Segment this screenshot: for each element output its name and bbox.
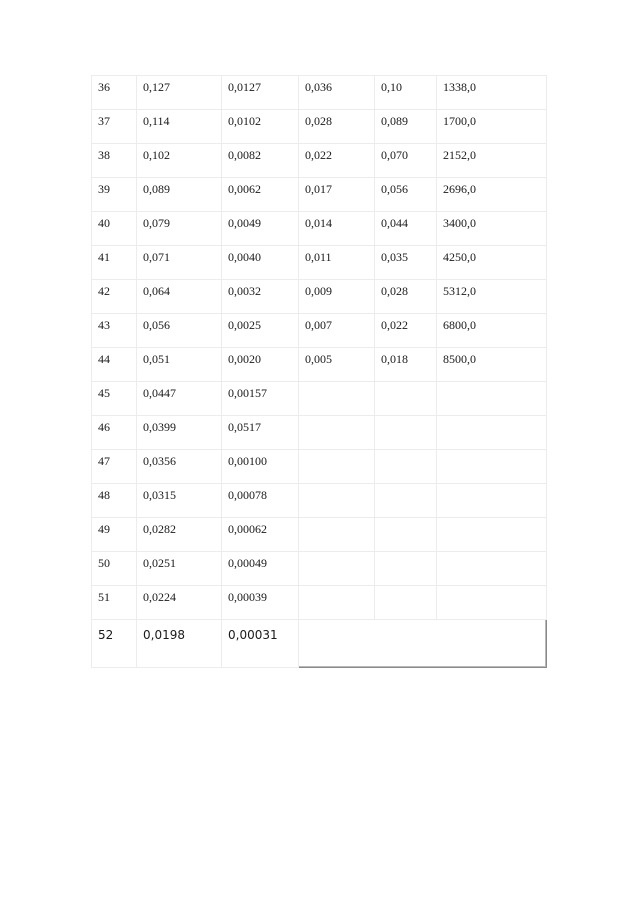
table-cell: 0,0049	[222, 212, 299, 246]
table-cell: 0,00062	[222, 518, 299, 552]
table-cell: 2152,0	[437, 144, 547, 178]
table-cell: 0,127	[137, 76, 222, 110]
table-cell	[375, 416, 437, 450]
table-cell: 0,009	[299, 280, 375, 314]
table-cell: 0,056	[375, 178, 437, 212]
table-cell: 0,014	[299, 212, 375, 246]
table-cell: 4250,0	[437, 246, 547, 280]
table-cell: 1338,0	[437, 76, 547, 110]
table-cell: 0,005	[299, 348, 375, 382]
table-cell	[299, 450, 375, 484]
table-cell: 0,0251	[137, 552, 222, 586]
table-cell: 0,022	[299, 144, 375, 178]
table-row	[92, 314, 547, 348]
table-cell: 0,0040	[222, 246, 299, 280]
table-cell: 0,011	[299, 246, 375, 280]
table-row	[92, 76, 547, 110]
table-body	[92, 76, 547, 668]
table-cell: 0,0224	[137, 586, 222, 620]
table-cell: 52	[92, 620, 137, 668]
table-cell: 0,064	[137, 280, 222, 314]
table-cell	[375, 382, 437, 416]
table-cell	[299, 552, 375, 586]
table-row	[92, 518, 547, 552]
table-cell: 0,035	[375, 246, 437, 280]
table-cell: 50	[92, 552, 137, 586]
table-cell: 0,089	[137, 178, 222, 212]
table-row	[92, 586, 547, 620]
table-row	[92, 382, 547, 416]
table-cell: 39	[92, 178, 137, 212]
table-cell	[437, 416, 547, 450]
table-cell	[437, 552, 547, 586]
table-cell	[299, 586, 375, 620]
table-cell	[437, 382, 547, 416]
table-cell	[437, 586, 547, 620]
table-cell: 6800,0	[437, 314, 547, 348]
table-cell: 0,056	[137, 314, 222, 348]
table-cell: 45	[92, 382, 137, 416]
table-cell: 0,00100	[222, 450, 299, 484]
table-cell: 0,028	[375, 280, 437, 314]
table-cell: 49	[92, 518, 137, 552]
table-cell: 0,018	[375, 348, 437, 382]
table-cell: 0,00039	[222, 586, 299, 620]
table-cell: 47	[92, 450, 137, 484]
table-cell: 0,0282	[137, 518, 222, 552]
table-cell	[375, 484, 437, 518]
table-cell	[299, 416, 375, 450]
table-cell: 51	[92, 586, 137, 620]
table-cell	[299, 518, 375, 552]
table-cell: 1700,0	[437, 110, 547, 144]
table-cell: 0,114	[137, 110, 222, 144]
table-cell: 2696,0	[437, 178, 547, 212]
table-cell: 0,036	[299, 76, 375, 110]
table-cell	[437, 450, 547, 484]
table-cell: 0,0127	[222, 76, 299, 110]
table-cell	[375, 552, 437, 586]
table-row	[92, 144, 547, 178]
table-cell	[375, 586, 437, 620]
table-cell: 0,0032	[222, 280, 299, 314]
table-cell: 0,051	[137, 348, 222, 382]
table-cell: 0,00031	[222, 620, 299, 668]
wire-gauge-table	[91, 75, 547, 668]
table-cell: 42	[92, 280, 137, 314]
table-cell: 46	[92, 416, 137, 450]
table-cell: 44	[92, 348, 137, 382]
table-row	[92, 450, 547, 484]
table-cell	[437, 518, 547, 552]
table-row	[92, 178, 547, 212]
table-cell	[437, 484, 547, 518]
table-cell: 8500,0	[437, 348, 547, 382]
table-row	[92, 552, 547, 586]
table-row	[92, 212, 547, 246]
table-row	[92, 110, 547, 144]
table-cell: 0,017	[299, 178, 375, 212]
table-cell: 3400,0	[437, 212, 547, 246]
table-cell: 0,0517	[222, 416, 299, 450]
table-cell: 0,079	[137, 212, 222, 246]
table-cell: 36	[92, 76, 137, 110]
table-cell: 0,089	[375, 110, 437, 144]
table-cell: 0,00049	[222, 552, 299, 586]
table-cell: 0,00078	[222, 484, 299, 518]
table-cell: 0,0102	[222, 110, 299, 144]
table-cell	[299, 382, 375, 416]
table-row	[92, 620, 547, 668]
table-row	[92, 280, 547, 314]
table-cell: 0,0082	[222, 144, 299, 178]
table-cell: 0,0447	[137, 382, 222, 416]
table-cell: 0,00157	[222, 382, 299, 416]
table-cell	[299, 484, 375, 518]
table-cell: 38	[92, 144, 137, 178]
table-cell	[375, 518, 437, 552]
table-cell	[375, 450, 437, 484]
table-cell: 0,0399	[137, 416, 222, 450]
table-row	[92, 246, 547, 280]
table-cell: 0,0315	[137, 484, 222, 518]
table-cell: 5312,0	[437, 280, 547, 314]
table-cell: 0,022	[375, 314, 437, 348]
table-cell: 0,070	[375, 144, 437, 178]
merged-empty-cell	[299, 620, 547, 668]
table-cell: 41	[92, 246, 137, 280]
table-cell: 0,10	[375, 76, 437, 110]
table-cell: 0,071	[137, 246, 222, 280]
table-cell: 0,0025	[222, 314, 299, 348]
table-cell: 0,102	[137, 144, 222, 178]
table-cell: 0,0020	[222, 348, 299, 382]
table-cell: 0,044	[375, 212, 437, 246]
table-row	[92, 416, 547, 450]
table-cell: 43	[92, 314, 137, 348]
table-row	[92, 348, 547, 382]
table-cell: 37	[92, 110, 137, 144]
table-cell: 0,0198	[137, 620, 222, 668]
table-cell: 0,028	[299, 110, 375, 144]
table-cell: 0,0062	[222, 178, 299, 212]
table-cell: 0,0356	[137, 450, 222, 484]
table-cell: 48	[92, 484, 137, 518]
table-cell: 40	[92, 212, 137, 246]
table-row	[92, 484, 547, 518]
table-cell: 0,007	[299, 314, 375, 348]
